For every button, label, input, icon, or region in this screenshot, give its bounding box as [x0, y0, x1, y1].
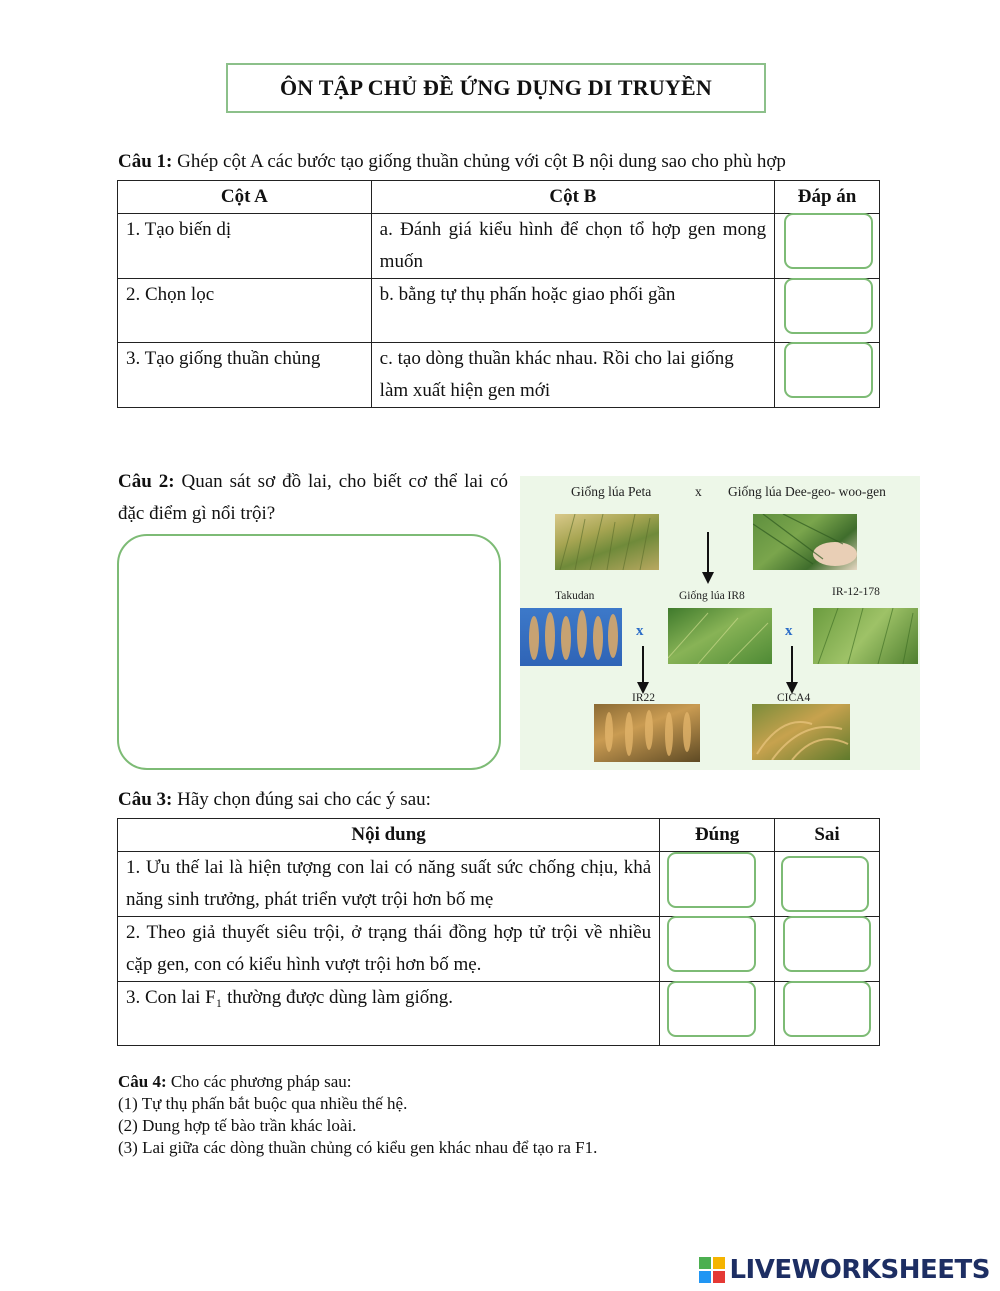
col-b-cell: c. tạo dòng thuần khác nhau. Rồi cho lai giống làm xuất hiện gen mới — [371, 343, 774, 408]
table-row — [118, 343, 880, 408]
table-row — [118, 917, 880, 982]
arrow-down-icon — [701, 532, 715, 584]
col-b-cell: b. bằng tự thụ phấn hoặc giao phối gần — [371, 279, 774, 343]
worksheet-title — [226, 63, 766, 113]
liveworksheets-logo[interactable] — [699, 1255, 990, 1285]
dee-geo-woo-gen-photo — [753, 514, 857, 570]
header-false: Sai — [775, 819, 880, 852]
cross-symbol-left: x — [636, 623, 644, 639]
ir22-texture — [594, 704, 700, 762]
col-b-cell: a. Đánh giá kiểu hình để chọn tổ hợp gen mong muốn — [371, 214, 774, 279]
q3-false-input-3[interactable] — [783, 981, 871, 1037]
takudan-texture — [520, 608, 622, 666]
q3-true-input-3[interactable] — [667, 981, 756, 1037]
q3-true-input-2[interactable] — [667, 916, 756, 972]
table-row — [118, 852, 880, 917]
statement-cell: 3. Con lai F₁ thường được dùng làm giống. — [118, 982, 660, 1046]
list-item: (1) Tự thụ phấn bắt buộc qua nhiều thế hệ. — [118, 1094, 408, 1113]
question-2-text: Quan sát sơ đồ lai, cho biết cơ thể lai có đặc điểm gì nổi trội? — [118, 471, 509, 524]
header-col-b: Cột B — [371, 181, 774, 214]
question-1-prompt — [118, 146, 786, 178]
q1-answer-input-3[interactable] — [784, 342, 873, 398]
header-content: Nội dung — [118, 819, 660, 852]
question-3-table — [117, 818, 880, 1046]
arrow-down-icon — [785, 646, 799, 694]
statement-cell: 2. Theo giả thuyết siêu trội, ở trạng thái đồng hợp tử trội về nhiều cặp gen, con có kiểu hình vượt trội hơn bố mẹ. — [118, 917, 660, 982]
title-text: ÔN TẬP CHỦ ĐỀ ỨNG DỤNG DI TRUYỀN — [280, 75, 712, 100]
col-a-cell: 3. Tạo giống thuần chủng — [118, 343, 372, 408]
q3-false-input-1[interactable] — [781, 856, 869, 912]
question-1-table — [117, 180, 880, 408]
question-4-label: Câu 4: — [118, 1072, 167, 1091]
question-2-prompt — [118, 466, 508, 530]
table-header-row — [118, 181, 880, 214]
ir8-photo — [668, 608, 772, 664]
question-1-label: Câu 1: — [118, 151, 173, 172]
dgwg-texture — [753, 514, 857, 570]
question-4-block — [118, 1071, 597, 1159]
statement-cell: 1. Ưu thế lai là hiện tượng con lai có năng suất sức chống chịu, khả năng sinh trưởng, phát triển vượt trội hơn bố mẹ — [118, 852, 660, 917]
question-2-label: Câu 2: — [118, 471, 175, 492]
col-a-cell: 1. Tạo biến dị — [118, 214, 372, 279]
rice-cross-diagram — [520, 476, 920, 770]
header-answer: Đáp án — [775, 181, 880, 214]
question-4-prompt — [118, 1071, 597, 1093]
q1-answer-input-2[interactable] — [784, 278, 873, 334]
ir8-label: Giống lúa IR8 — [679, 590, 745, 602]
takudan-photo — [520, 608, 622, 666]
ir-12-178-label: IR-12-178 — [832, 586, 880, 598]
liveworksheets-mark-icon — [699, 1257, 725, 1283]
arrow-down-icon — [636, 646, 650, 694]
col-a-cell: 2. Chọn lọc — [118, 279, 372, 343]
q2-answer-textarea[interactable] — [117, 534, 501, 770]
q1-answer-input-1[interactable] — [784, 213, 873, 269]
logo-text: LIVEWORKSHEETS — [729, 1255, 990, 1285]
peta-rice-texture — [555, 514, 659, 570]
question-1-text: Ghép cột A các bước tạo giống thuần chủng với cột B nội dung sao cho phù hợp — [172, 151, 786, 172]
ir8-texture — [668, 608, 772, 664]
question-3-text: Hãy chọn đúng sai cho các ý sau: — [172, 789, 431, 810]
ir22-photo — [594, 704, 700, 762]
cica4-label: CICA4 — [777, 692, 811, 704]
q3-true-input-1[interactable] — [667, 852, 756, 908]
list-item: (2) Dung hợp tế bào trần khác loài. — [118, 1116, 357, 1135]
ir12-texture — [813, 608, 918, 664]
question-3-label: Câu 3: — [118, 789, 173, 810]
table-header-row — [118, 819, 880, 852]
question-3-prompt — [118, 784, 431, 816]
ir22-label: IR22 — [632, 692, 655, 704]
list-item: (3) Lai giữa các dòng thuần chủng có kiểu gen khác nhau để tạo ra F1. — [118, 1138, 598, 1157]
q3-false-input-2[interactable] — [783, 916, 871, 972]
takudan-label: Takudan — [555, 590, 595, 602]
parent2-label: Giống lúa Dee-geo- woo-gen — [728, 484, 886, 499]
header-col-a: Cột A — [118, 181, 372, 214]
header-true: Đúng — [660, 819, 775, 852]
question-4-text: Cho các phương pháp sau: — [166, 1072, 352, 1091]
ir-12-178-photo — [813, 608, 918, 664]
table-row — [118, 279, 880, 343]
peta-rice-photo — [555, 514, 659, 570]
cica4-photo — [752, 704, 850, 760]
cross-symbol: x — [695, 484, 702, 499]
cross-symbol-right: x — [785, 623, 793, 639]
parent1-label: Giống lúa Peta — [571, 484, 652, 499]
table-row — [118, 214, 880, 279]
cica4-texture — [752, 704, 850, 760]
table-row — [118, 982, 880, 1046]
